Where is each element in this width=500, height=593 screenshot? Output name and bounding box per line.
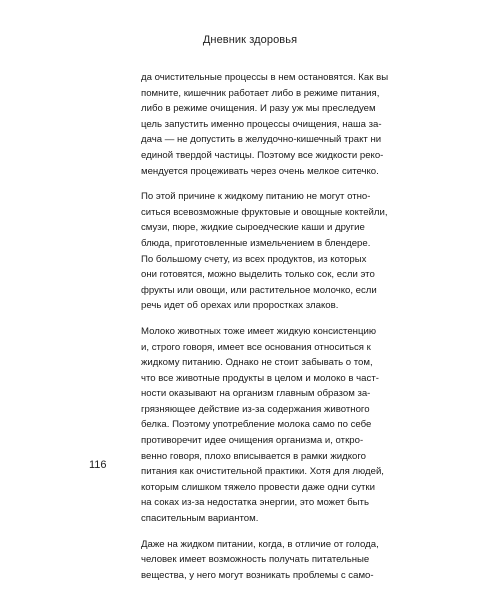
text-line: что все животные продукты в целом и молоко в част-: [141, 372, 379, 384]
text-line: фрукты или овощи, или растительное молочко, если: [141, 284, 377, 296]
paragraph-2: [141, 189, 388, 314]
text-line: единой твердой частицы. Поэтому все жидкости реко-: [141, 149, 384, 161]
text-line: они готовятся, можно выделить только сок, если это: [141, 269, 375, 281]
text-line: грязняющее действие из-за содержания животного: [141, 403, 370, 415]
text-line: дача — не допустить в желудочно-кишечный тракт ни: [141, 134, 382, 146]
text-line: которым слишком тяжело провести даже одни сутки: [141, 481, 375, 493]
text-line: противоречит идее очищения организма и, откро-: [141, 435, 364, 447]
paragraph-3: [141, 324, 384, 527]
page-number: 116: [89, 459, 107, 471]
text-line: ситься всевозможные фруктовые и овощные коктейли,: [141, 206, 388, 218]
text-line: и, строго говоря, имеет все основания относиться к: [141, 341, 371, 353]
text-line: смузи, пюре, жидкие сыроедческие каши и другие: [141, 222, 365, 234]
text-line: белка. Поэтому употребление молока само по себе: [141, 419, 372, 431]
text-line: жидкому питанию. Однако не стоит забывать о том,: [141, 357, 373, 369]
text-line: По этой причине к жидкому питанию не могут отно-: [141, 191, 371, 203]
text-line: человек имеет возможность получать питательные: [141, 554, 370, 566]
text-line: речь идет об орехах или проростках злаков.: [141, 300, 339, 312]
running-head: Дневник здоровья: [202, 34, 298, 46]
text-line: питания как очистительной практики. Хотя для людей,: [141, 466, 384, 478]
paragraph-1: [141, 70, 389, 179]
text-line: мендуется процеживать через очень мелкое ситечко.: [141, 165, 379, 177]
text-line: По большому счету, из всех продуктов, из которых: [141, 253, 367, 265]
paragraph-4: [141, 537, 379, 584]
text-line: ности оказывают на организм главным образом за-: [141, 388, 371, 400]
text-line: на соках из-за недостатка энергии, это может быть: [141, 497, 369, 509]
body-text: [141, 70, 389, 593]
text-line: Даже на жидком питании, когда, в отличие от голода,: [141, 538, 379, 550]
text-line: помните, кишечник работает либо в режиме питания,: [141, 87, 380, 99]
text-line: венно говоря, плохо вписывается в рамки жидкого: [141, 450, 366, 462]
text-line: блюда, приготовленные измельчением в блендере.: [141, 237, 371, 249]
text-line: либо в режиме очищения. И разу уж мы преследуем: [141, 103, 376, 115]
text-line: цель запустить именно процессы очищения, наша за-: [141, 118, 382, 130]
text-line: да очистительные процессы в нем остановятся. Как вы: [141, 72, 389, 83]
text-line: вещества, у него могут возникать проблемы с само-: [141, 569, 374, 581]
text-line: спасительным вариантом.: [141, 513, 259, 525]
text-line: Молоко животных тоже имеет жидкую консистенцию: [141, 325, 377, 337]
